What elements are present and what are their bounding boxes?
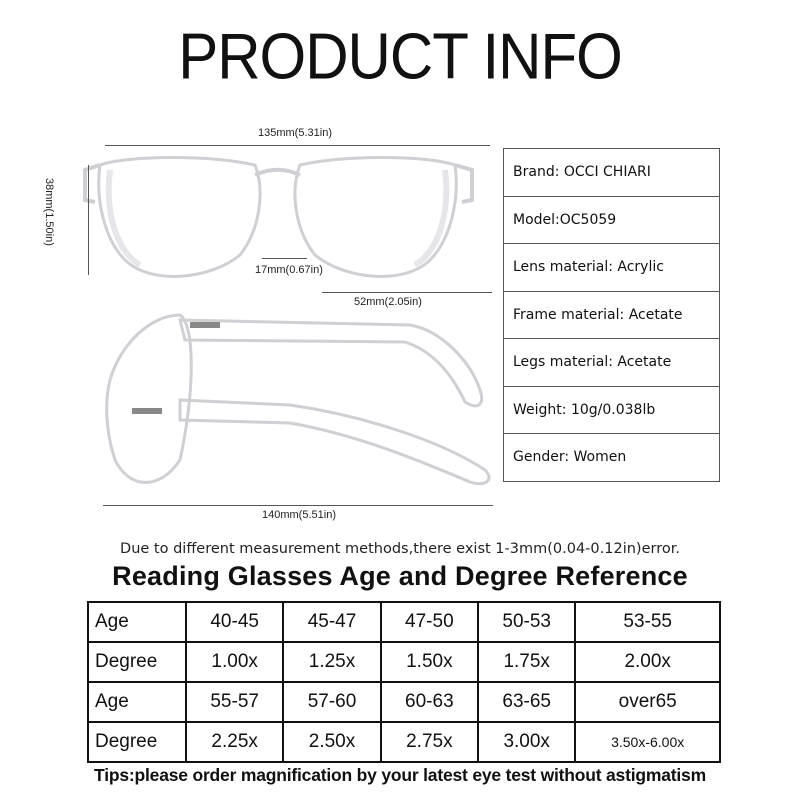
table-cell: 2.25x bbox=[186, 722, 283, 762]
table-cell: 40-45 bbox=[186, 602, 283, 642]
dim-bridge: 17mm(0.67in) bbox=[255, 264, 323, 276]
reference-table bbox=[87, 601, 721, 763]
spec-row bbox=[504, 386, 720, 434]
table-cell: 53-55 bbox=[575, 602, 720, 642]
table-row bbox=[88, 642, 720, 682]
table-cell: 45-47 bbox=[283, 602, 380, 642]
spec-value: Women bbox=[573, 449, 627, 466]
dim-total-width: 135mm(5.31in) bbox=[258, 127, 332, 139]
dim-lens-height: 38mm(1.50in) bbox=[43, 178, 55, 246]
dim-bridge-line bbox=[262, 258, 307, 259]
table-row bbox=[88, 602, 720, 642]
glasses-side-view bbox=[107, 315, 489, 484]
table-cell: 1.25x bbox=[283, 642, 380, 682]
spec-label: Brand: bbox=[513, 164, 560, 181]
row-label: Age bbox=[88, 602, 186, 642]
spec-value: OC5059 bbox=[559, 211, 617, 228]
dim-temple-length: 140mm(5.51in) bbox=[262, 509, 336, 521]
table-cell: 63-65 bbox=[478, 682, 575, 722]
glasses-illustration bbox=[60, 130, 500, 530]
table-cell: 1.50x bbox=[381, 642, 478, 682]
table-cell: 2.50x bbox=[283, 722, 380, 762]
spec-label: Frame material: bbox=[513, 306, 625, 323]
table-cell: 1.75x bbox=[478, 642, 575, 682]
spec-row bbox=[504, 196, 720, 244]
spec-label: Gender: bbox=[513, 449, 570, 466]
table-cell: 2.75x bbox=[381, 722, 478, 762]
table-row bbox=[88, 722, 720, 762]
spec-row bbox=[504, 339, 720, 387]
spec-row bbox=[504, 244, 720, 292]
tips-text: Tips:please order magnification by your latest eye test without astigmatism bbox=[94, 765, 706, 785]
table-cell: 55-57 bbox=[186, 682, 283, 722]
dim-lens-width: 52mm(2.05in) bbox=[354, 296, 422, 308]
table-cell: 47-50 bbox=[381, 602, 478, 642]
table-cell: 50-53 bbox=[478, 602, 575, 642]
table-cell: 3.50x-6.00x bbox=[575, 722, 720, 762]
table-cell: 60-63 bbox=[381, 682, 478, 722]
spec-table bbox=[503, 148, 720, 482]
spec-value: 10g/0.038lb bbox=[570, 401, 656, 418]
dim-lens-width-line bbox=[322, 292, 492, 293]
table-cell: 2.00x bbox=[575, 642, 720, 682]
table-cell: 1.00x bbox=[186, 642, 283, 682]
spec-label: Lens material: bbox=[513, 259, 613, 276]
page-title: PRODUCT INFO bbox=[178, 20, 622, 93]
spec-row bbox=[504, 291, 720, 339]
row-label: Degree bbox=[88, 642, 186, 682]
spec-value: Acetate bbox=[617, 354, 672, 371]
dim-temple-length-line bbox=[103, 505, 493, 506]
reference-title: Reading Glasses Age and Degree Reference bbox=[112, 561, 688, 591]
table-row bbox=[88, 682, 720, 722]
table-cell: 57-60 bbox=[283, 682, 380, 722]
spec-label: Model: bbox=[513, 211, 560, 228]
spec-value: Acrylic bbox=[617, 259, 664, 276]
spec-label: Weight: bbox=[513, 401, 567, 418]
table-cell: 3.00x bbox=[478, 722, 575, 762]
dim-total-width-line bbox=[105, 145, 490, 146]
spec-label: Legs material: bbox=[513, 354, 613, 371]
spec-row bbox=[504, 434, 720, 482]
row-label: Degree bbox=[88, 722, 186, 762]
row-label: Age bbox=[88, 682, 186, 722]
spec-row bbox=[504, 149, 720, 197]
table-cell: over65 bbox=[575, 682, 720, 722]
measurement-note: Due to different measurement methods,there exist 1-3mm(0.04-0.12in)error. bbox=[120, 541, 680, 557]
dim-lens-height-line bbox=[88, 165, 89, 275]
spec-value: OCCI CHIARI bbox=[563, 164, 651, 181]
spec-value: Acetate bbox=[628, 306, 683, 323]
